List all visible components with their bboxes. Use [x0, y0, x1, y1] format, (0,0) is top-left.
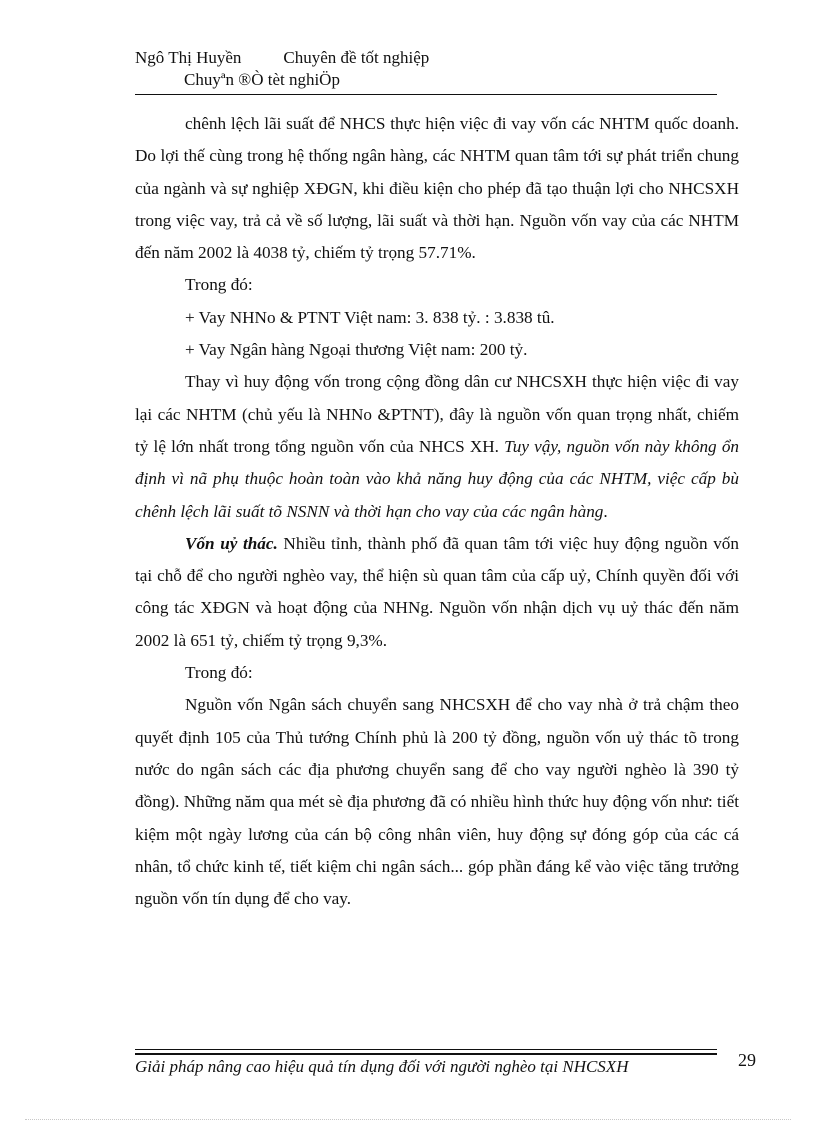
- header-author: Ngô Thị Huyền: [135, 48, 242, 67]
- paragraph-5-italic: Tuy vậy, nguồn vốn này không ổn định vì nã phụ thuộc hoàn toàn vào khả năng huy động của các NHTM, việc cấp bù chênh lệch lãi suất tõ NSNN và thời hạn cho vay của các ngân hàng: [135, 436, 740, 521]
- footer-divider-thick: [135, 1053, 717, 1055]
- paragraph-6: [135, 528, 739, 657]
- body-text: [135, 108, 739, 915]
- paragraph-7: Trong đó:: [185, 663, 253, 683]
- paragraph-5: [135, 366, 739, 527]
- page-bottom-dotted-border: [25, 1119, 791, 1120]
- paragraph-6-text: Nhiều tỉnh, thành phố đã quan tâm tới việc huy động nguồn vốn tại chỗ để cho người nghèo vay, thể hiện sù quan tâm của cấp uỷ, Chính quyền đối với công tác XĐGN và hoạt động của NHNg. Nguồn vốn nhận dịch vụ uỷ thác đến năm 2002 là 651 tỷ, chiếm tỷ trọng 9,3%.: [135, 533, 739, 650]
- paragraph-8: Nguồn vốn Ngân sách chuyển sang NHCSXH để cho vay nhà ở trả chậm theo quyết định 105 của Thủ tướng Chính phủ là 200 tỷ đồng, nguồn vốn uỷ thác tõ trong nước do ngân sách các địa phương chuyển sang để cho vay người nghèo là 390 tỷ đồng). Những năm qua mét sè địa phương đã có nhiều hình thức huy động vốn như: tiết kiệm một ngày lương của cán bộ công nhân viên, huy động sự đóng góp của các cá nhân, tổ chức kinh tế, tiết kiệm chi ngân sách... góp phần đáng kể vào việc tăng trưởng nguồn vốn tín dụng để cho vay.: [135, 695, 739, 909]
- section-heading-von-uy-thac: Vốn uỷ thác.: [185, 533, 278, 553]
- header-title: Chuyên đề tốt nghiệp: [283, 48, 430, 67]
- paragraph-5-text: Thay vì huy động vốn trong cộng đồng dân cư NHCSXH thực hiện việc đi vay lại các NHTM (chủ yếu là NHNo &PTNT), đây là nguồn vốn quan trọng nhất, chiếm tỷ lệ lớn nhất trong tổng nguồn vốn của NHCS XH.: [135, 372, 739, 456]
- footer-doc-title: Giải pháp nâng cao hiệu quả tín dụng đối với người nghèo tại NHCSXH: [135, 1057, 629, 1076]
- header-title-garbled: Chuyªn ®Ò tèt nghiÖp: [184, 70, 340, 89]
- footer-divider-thin: [135, 1049, 717, 1050]
- paragraph-5-end: .: [603, 501, 608, 521]
- header-divider: [135, 94, 717, 95]
- page-number: 29: [738, 1050, 756, 1070]
- running-header: [135, 48, 429, 68]
- paragraph-2: Trong đó:: [185, 275, 253, 295]
- list-item-vay-nhno: + Vay NHNo & PTNT Việt nam: 3. 838 tỷ. : 3.838 tû.: [185, 307, 555, 327]
- paragraph-1: chênh lệch lãi suất để NHCS thực hiện việc đi vay vốn các NHTM quốc doanh. Do lợi thế cùng trong hệ thống ngân hàng, các NHTM quan tâm tới sự phát triển chung của ngành và sự nghiệp XĐGN, khi điều kiện cho phép đã tạo thuận lợi cho NHCSXH trong việc vay, trả cả về số lượng, lãi suất và thời hạn. Nguồn vốn vay của các NHTM đến năm 2002 là 4038 tỷ, chiếm tỷ trọng 57.71%.: [135, 114, 739, 263]
- list-item-vay-ngoai-thuong: + Vay Ngân hàng Ngoại thương Việt nam: 200 tỷ.: [185, 340, 528, 360]
